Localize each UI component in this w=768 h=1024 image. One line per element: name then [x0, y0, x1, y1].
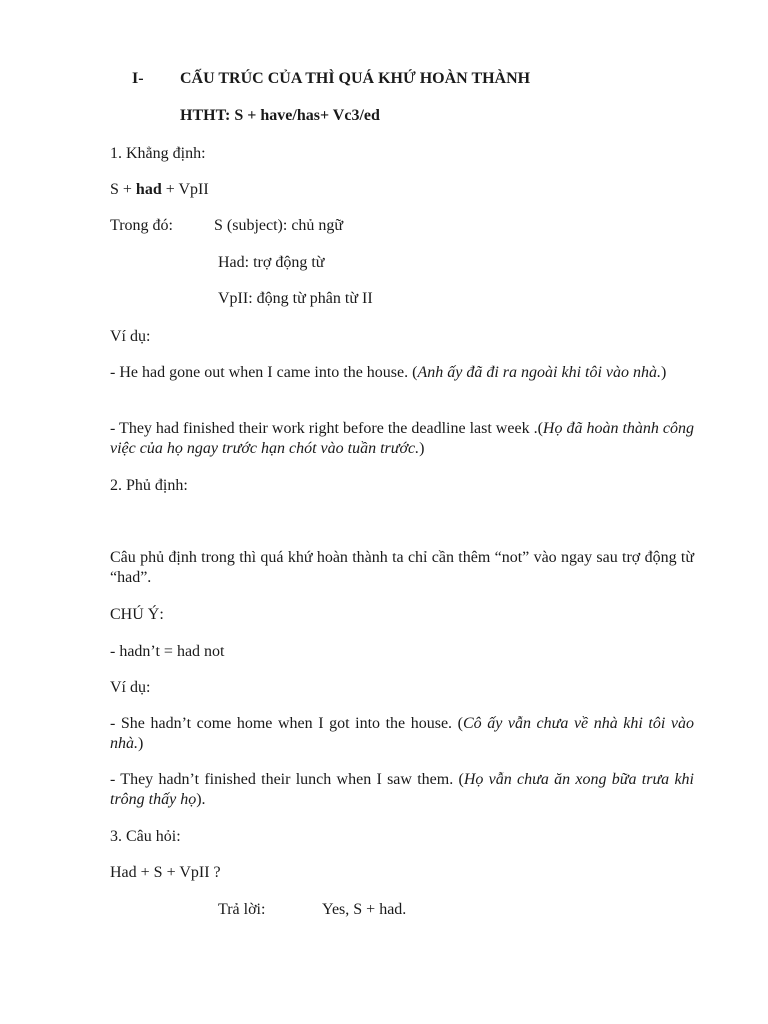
example-close: ): [661, 364, 667, 381]
definition-had: Had: trợ động từ: [218, 254, 325, 271]
question-title: 3. Câu hỏi:: [110, 828, 181, 845]
example-vietnamese: Họ vẫn chưa ăn xong bữa trưa khi trông thấy họ: [110, 771, 694, 808]
example-close: ).: [196, 791, 206, 808]
example-english: - They hadn’t finished their lunch when I saw them. (: [110, 771, 464, 788]
answer-yes: Yes, S + had.: [322, 901, 407, 918]
formula-had: had: [135, 181, 162, 198]
formula-rest: + VpII: [161, 181, 209, 198]
section-numeral: I-: [132, 70, 144, 87]
affirmative-formula: [110, 180, 694, 200]
formula-s: S +: [110, 181, 136, 198]
example-english: - They had finished their work right before the deadline last week .(: [110, 420, 543, 437]
negative-example-2: [110, 770, 694, 810]
negative-rule: Câu phủ định trong thì quá khứ hoàn thành ta chỉ cần thêm “not” vào ngay sau trợ động từ “had”.: [110, 549, 694, 586]
negative-title: 2. Phủ định:: [110, 477, 188, 494]
trong-do-label: Trong đó:: [110, 217, 173, 234]
note-label: CHÚ Ý:: [110, 606, 164, 623]
answer-label: Trả lời:: [218, 901, 266, 918]
definition-vpii: VpII: động từ phân từ II: [218, 290, 373, 307]
contraction-rule: - hadn’t = had not: [110, 643, 225, 660]
example-vietnamese: Cô ấy vẫn chưa về nhà khi tôi vào nhà.: [110, 715, 694, 752]
example-english: - She hadn’t come home when I got into the house. (: [110, 715, 463, 732]
question-formula: Had + S + VpII ?: [110, 864, 221, 881]
affirmative-example-label: Ví dụ:: [110, 328, 151, 345]
affirmative-title: 1. Khẳng định:: [110, 145, 206, 162]
negative-example-1: [110, 714, 694, 754]
section-title: CẤU TRÚC CỦA THÌ QUÁ KHỨ HOÀN THÀNH: [180, 70, 531, 87]
example-vietnamese: Anh ấy đã đi ra ngoài khi tôi vào nhà.: [417, 364, 661, 381]
example-close: ): [419, 440, 425, 457]
example-close: ): [138, 735, 144, 752]
definition-subject: S (subject): chủ ngữ: [214, 217, 344, 234]
affirmative-example-1: [110, 363, 694, 383]
example-english: - He had gone out when I came into the house. (: [110, 364, 418, 381]
negative-example-label: Ví dụ:: [110, 679, 151, 696]
affirmative-example-2: [110, 419, 694, 459]
present-perfect-formula: HTHT: S + have/has+ Vc3/ed: [180, 107, 380, 124]
example-vietnamese: Họ đã hoàn thành công việc của họ ngay trước hạn chót vào tuần trước.: [110, 420, 694, 457]
